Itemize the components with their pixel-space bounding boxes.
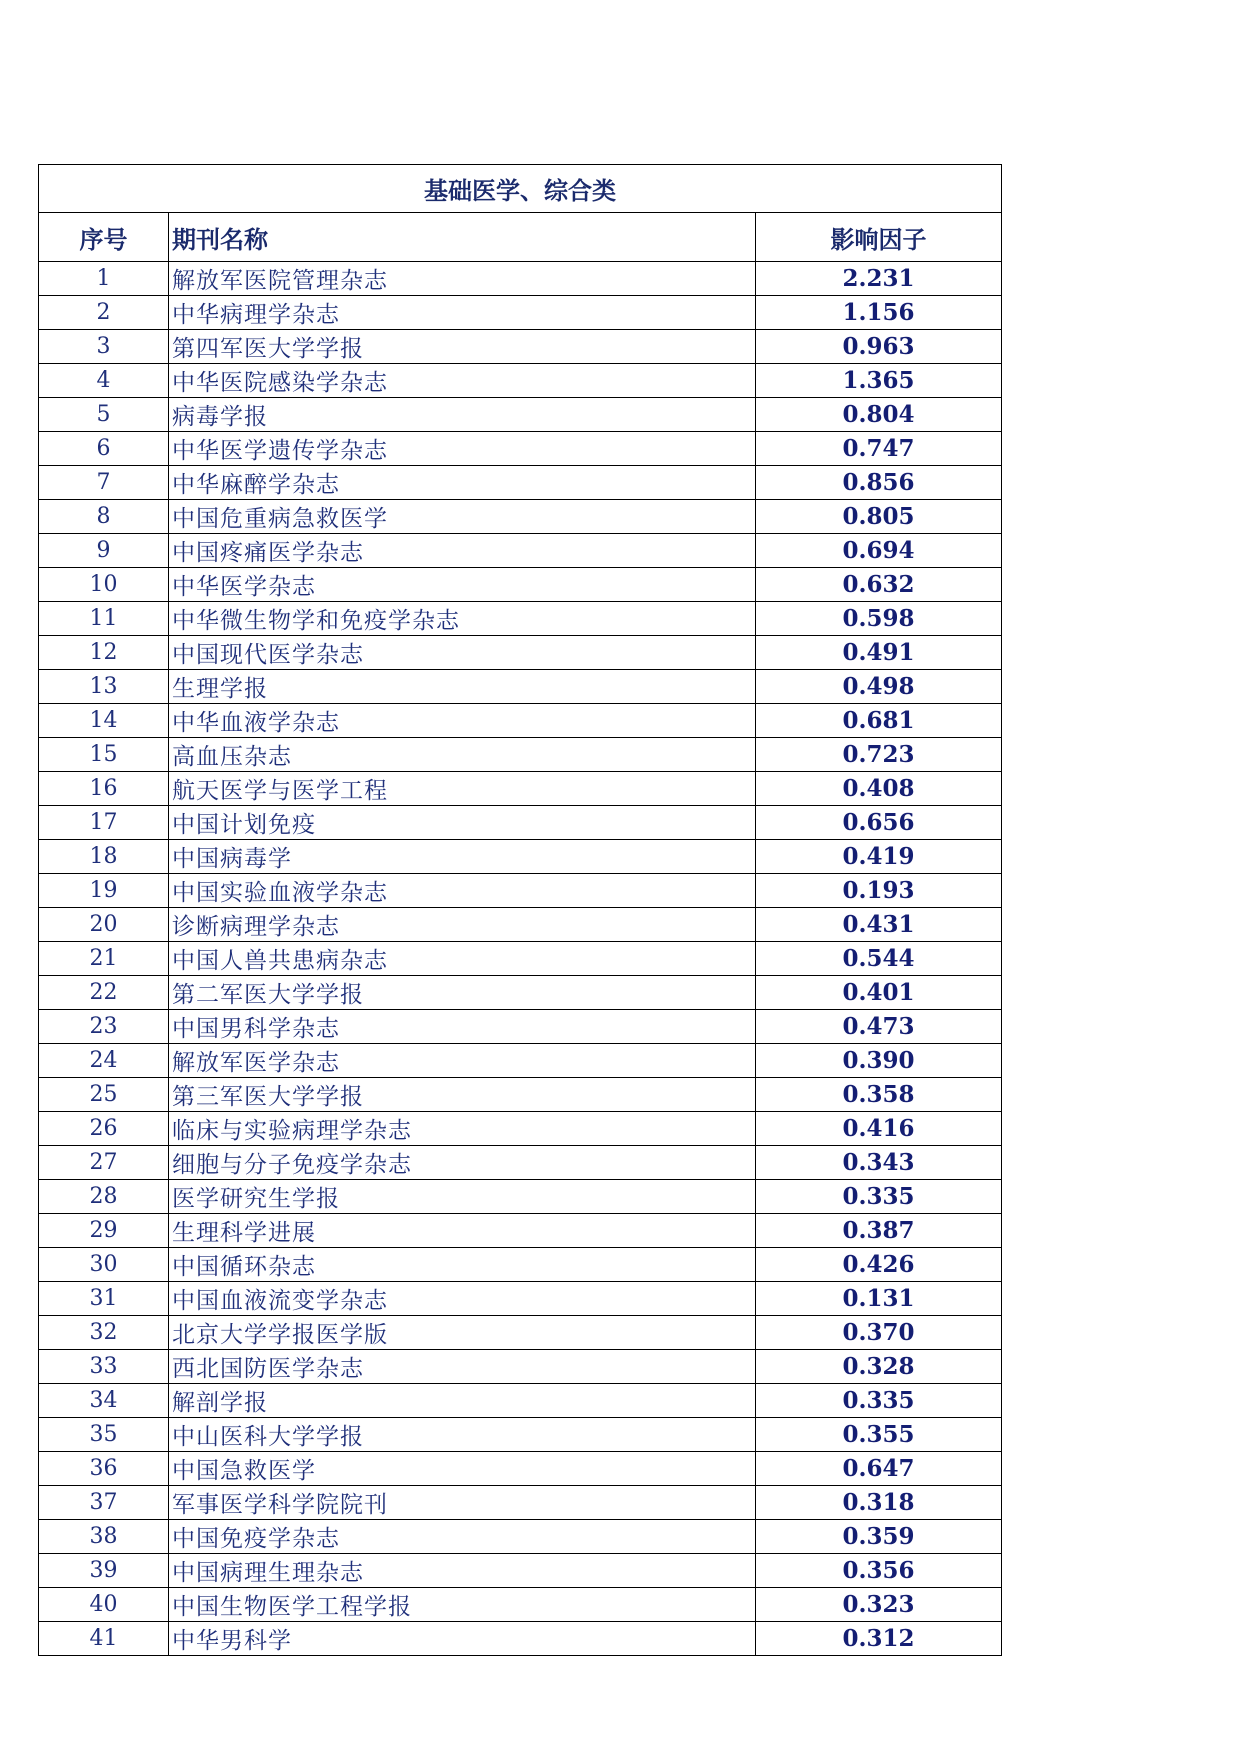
row-index: 40 [39, 1588, 169, 1622]
table-row [39, 874, 1002, 908]
impact-factor: 0.419 [756, 840, 1002, 874]
journal-name: 中华血液学杂志 [169, 704, 756, 738]
impact-factor: 0.723 [756, 738, 1002, 772]
journal-name: 中国人兽共患病杂志 [169, 942, 756, 976]
journal-name: 中华医学杂志 [169, 568, 756, 602]
journal-name: 解放军医学杂志 [169, 1044, 756, 1078]
row-index: 34 [39, 1384, 169, 1418]
impact-factor: 0.356 [756, 1554, 1002, 1588]
row-index: 5 [39, 398, 169, 432]
table-row [39, 296, 1002, 330]
journal-name: 中国现代医学杂志 [169, 636, 756, 670]
row-index: 19 [39, 874, 169, 908]
row-index: 29 [39, 1214, 169, 1248]
table-row [39, 976, 1002, 1010]
journal-table-sheet [38, 164, 1001, 1656]
journal-impact-table [38, 164, 1002, 1656]
row-index: 9 [39, 534, 169, 568]
journal-name: 北京大学学报医学版 [169, 1316, 756, 1350]
row-index: 38 [39, 1520, 169, 1554]
row-index: 14 [39, 704, 169, 738]
impact-factor: 0.632 [756, 568, 1002, 602]
impact-factor: 0.598 [756, 602, 1002, 636]
impact-factor: 0.323 [756, 1588, 1002, 1622]
row-index: 36 [39, 1452, 169, 1486]
table-row [39, 1214, 1002, 1248]
row-index: 3 [39, 330, 169, 364]
table-row [39, 466, 1002, 500]
table-row [39, 364, 1002, 398]
impact-factor: 0.747 [756, 432, 1002, 466]
journal-name: 中国实验血液学杂志 [169, 874, 756, 908]
table-row [39, 500, 1002, 534]
table-row [39, 942, 1002, 976]
table-row [39, 1588, 1002, 1622]
journal-name: 中华病理学杂志 [169, 296, 756, 330]
table-row [39, 1418, 1002, 1452]
row-index: 8 [39, 500, 169, 534]
journal-name: 医学研究生学报 [169, 1180, 756, 1214]
table-row [39, 1248, 1002, 1282]
row-index: 15 [39, 738, 169, 772]
table-row [39, 908, 1002, 942]
row-index: 21 [39, 942, 169, 976]
impact-factor: 0.370 [756, 1316, 1002, 1350]
impact-factor: 0.401 [756, 976, 1002, 1010]
table-row [39, 738, 1002, 772]
row-index: 27 [39, 1146, 169, 1180]
impact-factor: 0.328 [756, 1350, 1002, 1384]
row-index: 20 [39, 908, 169, 942]
row-index: 35 [39, 1418, 169, 1452]
impact-factor: 0.335 [756, 1384, 1002, 1418]
table-row [39, 1010, 1002, 1044]
impact-factor: 0.805 [756, 500, 1002, 534]
impact-factor: 0.318 [756, 1486, 1002, 1520]
row-index: 17 [39, 806, 169, 840]
header-journal-name: 期刊名称 [169, 213, 756, 262]
impact-factor: 0.193 [756, 874, 1002, 908]
journal-name: 第三军医大学学报 [169, 1078, 756, 1112]
impact-factor: 0.416 [756, 1112, 1002, 1146]
header-index: 序号 [39, 213, 169, 262]
row-index: 33 [39, 1350, 169, 1384]
impact-factor: 0.390 [756, 1044, 1002, 1078]
row-index: 13 [39, 670, 169, 704]
journal-name: 中华医院感染学杂志 [169, 364, 756, 398]
table-row [39, 636, 1002, 670]
row-index: 30 [39, 1248, 169, 1282]
journal-name: 生理科学进展 [169, 1214, 756, 1248]
journal-name: 中国血液流变学杂志 [169, 1282, 756, 1316]
table-row [39, 670, 1002, 704]
impact-factor: 0.656 [756, 806, 1002, 840]
journal-name: 中国生物医学工程学报 [169, 1588, 756, 1622]
table-row [39, 1316, 1002, 1350]
journal-name: 中国免疫学杂志 [169, 1520, 756, 1554]
impact-factor: 0.804 [756, 398, 1002, 432]
impact-factor: 0.426 [756, 1248, 1002, 1282]
journal-name: 病毒学报 [169, 398, 756, 432]
row-index: 28 [39, 1180, 169, 1214]
row-index: 24 [39, 1044, 169, 1078]
impact-factor: 0.544 [756, 942, 1002, 976]
impact-factor: 0.343 [756, 1146, 1002, 1180]
row-index: 23 [39, 1010, 169, 1044]
journal-name: 诊断病理学杂志 [169, 908, 756, 942]
journal-name: 细胞与分子免疫学杂志 [169, 1146, 756, 1180]
impact-factor: 0.681 [756, 704, 1002, 738]
table-header-row [39, 213, 1002, 262]
journal-name: 高血压杂志 [169, 738, 756, 772]
journal-name: 中国危重病急救医学 [169, 500, 756, 534]
table-row [39, 1554, 1002, 1588]
impact-factor: 0.491 [756, 636, 1002, 670]
row-index: 26 [39, 1112, 169, 1146]
header-impact-factor: 影响因子 [756, 213, 1002, 262]
table-row [39, 262, 1002, 296]
journal-name: 军事医学科学院院刊 [169, 1486, 756, 1520]
table-row [39, 806, 1002, 840]
row-index: 10 [39, 568, 169, 602]
impact-factor: 0.358 [756, 1078, 1002, 1112]
row-index: 32 [39, 1316, 169, 1350]
table-row [39, 534, 1002, 568]
journal-name: 中国疼痛医学杂志 [169, 534, 756, 568]
row-index: 39 [39, 1554, 169, 1588]
journal-name: 中华微生物学和免疫学杂志 [169, 602, 756, 636]
impact-factor: 1.156 [756, 296, 1002, 330]
table-row [39, 602, 1002, 636]
row-index: 12 [39, 636, 169, 670]
table-row [39, 1112, 1002, 1146]
journal-name: 中国计划免疫 [169, 806, 756, 840]
row-index: 41 [39, 1622, 169, 1656]
journal-name: 中华医学遗传学杂志 [169, 432, 756, 466]
journal-name: 中华麻醉学杂志 [169, 466, 756, 500]
journal-name: 临床与实验病理学杂志 [169, 1112, 756, 1146]
impact-factor: 0.431 [756, 908, 1002, 942]
journal-name: 解放军医院管理杂志 [169, 262, 756, 296]
impact-factor: 0.694 [756, 534, 1002, 568]
impact-factor: 0.647 [756, 1452, 1002, 1486]
table-row [39, 330, 1002, 364]
row-index: 18 [39, 840, 169, 874]
row-index: 4 [39, 364, 169, 398]
row-index: 22 [39, 976, 169, 1010]
table-row [39, 1520, 1002, 1554]
row-index: 16 [39, 772, 169, 806]
table-row [39, 1384, 1002, 1418]
table-row [39, 840, 1002, 874]
impact-factor: 0.335 [756, 1180, 1002, 1214]
table-body [39, 262, 1002, 1656]
row-index: 7 [39, 466, 169, 500]
journal-name: 解剖学报 [169, 1384, 756, 1418]
table-row [39, 1622, 1002, 1656]
journal-name: 中国急救医学 [169, 1452, 756, 1486]
table-row [39, 568, 1002, 602]
impact-factor: 0.856 [756, 466, 1002, 500]
table-row [39, 704, 1002, 738]
journal-name: 中国病毒学 [169, 840, 756, 874]
journal-name: 中山医科大学学报 [169, 1418, 756, 1452]
impact-factor: 0.359 [756, 1520, 1002, 1554]
row-index: 2 [39, 296, 169, 330]
table-row [39, 1044, 1002, 1078]
table-row [39, 772, 1002, 806]
row-index: 37 [39, 1486, 169, 1520]
impact-factor: 0.963 [756, 330, 1002, 364]
row-index: 11 [39, 602, 169, 636]
journal-name: 中华男科学 [169, 1622, 756, 1656]
impact-factor: 2.231 [756, 262, 1002, 296]
impact-factor: 0.131 [756, 1282, 1002, 1316]
table-row [39, 1282, 1002, 1316]
table-row [39, 1146, 1002, 1180]
journal-name: 中国男科学杂志 [169, 1010, 756, 1044]
table-row [39, 1486, 1002, 1520]
table-row [39, 1350, 1002, 1384]
journal-name: 第四军医大学学报 [169, 330, 756, 364]
table-title-row [39, 165, 1002, 213]
impact-factor: 0.473 [756, 1010, 1002, 1044]
table-row [39, 1452, 1002, 1486]
row-index: 1 [39, 262, 169, 296]
table-row [39, 1078, 1002, 1112]
journal-name: 第二军医大学学报 [169, 976, 756, 1010]
journal-name: 航天医学与医学工程 [169, 772, 756, 806]
journal-name: 中国循环杂志 [169, 1248, 756, 1282]
impact-factor: 0.498 [756, 670, 1002, 704]
table-row [39, 398, 1002, 432]
journal-name: 西北国防医学杂志 [169, 1350, 756, 1384]
impact-factor: 0.355 [756, 1418, 1002, 1452]
table-row [39, 432, 1002, 466]
row-index: 31 [39, 1282, 169, 1316]
impact-factor: 0.312 [756, 1622, 1002, 1656]
table-title: 基础医学、综合类 [39, 165, 1002, 213]
row-index: 6 [39, 432, 169, 466]
table-row [39, 1180, 1002, 1214]
journal-name: 中国病理生理杂志 [169, 1554, 756, 1588]
impact-factor: 1.365 [756, 364, 1002, 398]
impact-factor: 0.387 [756, 1214, 1002, 1248]
journal-name: 生理学报 [169, 670, 756, 704]
impact-factor: 0.408 [756, 772, 1002, 806]
row-index: 25 [39, 1078, 169, 1112]
